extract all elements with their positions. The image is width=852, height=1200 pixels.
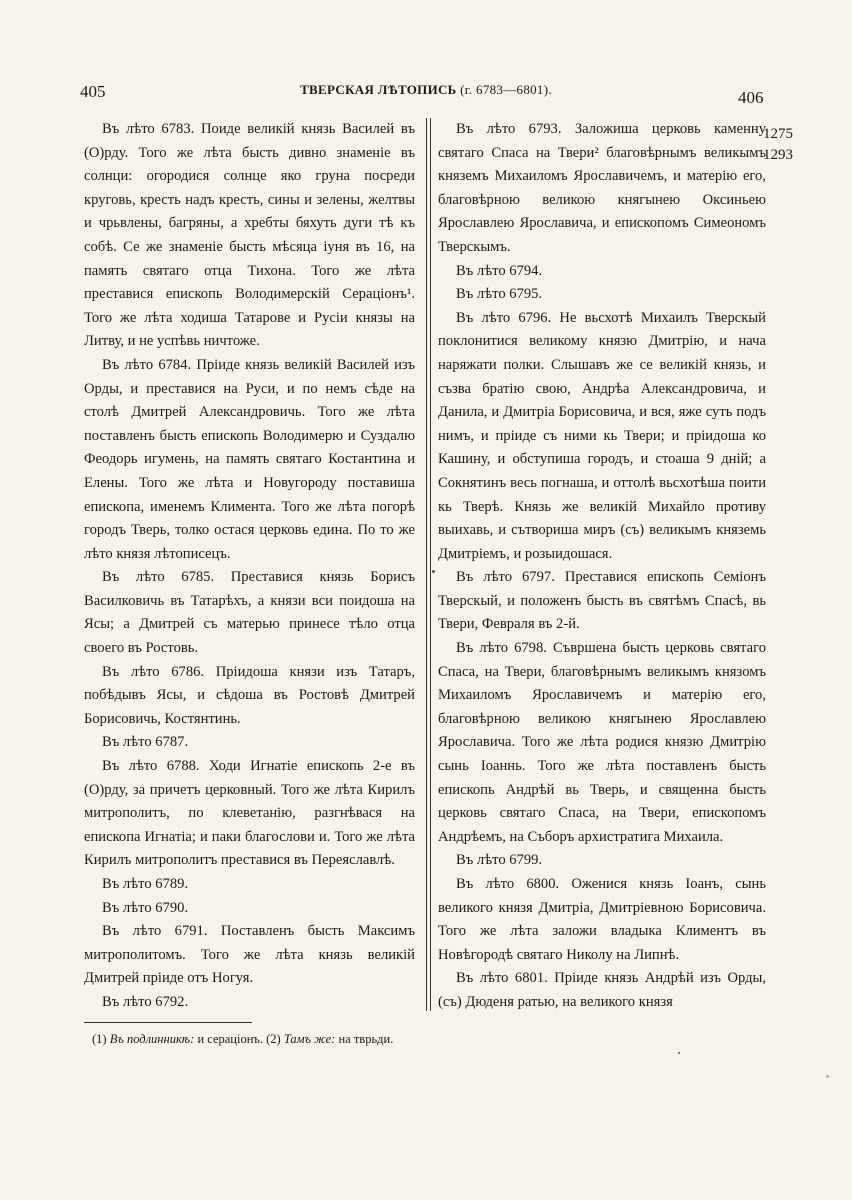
entry-6801: Въ лѣто 6801. Пріиде князь Андрѣй изъ Орды, (съ) Дюденя ратью, на великого князя	[438, 970, 766, 1010]
entry-6800: Въ лѣто 6800. Оженися князь Іоанъ, сынь великого князя Дмитріа, Дмитріевною Борисовича. Того же лѣта заложи владыка Климентъ въ Новѣгородѣ святаго Николу на Липнѣ.	[438, 876, 766, 963]
entry-6798: Въ лѣто 6798. Съвршена бысть церковь святаго Спаса, на Твери, благовѣрнымъ великымъ князомъ Михаиломъ Ярославичемъ и матерію его, благовѣрною великою княгынею Ярославлею Ярославича. Того же лѣта родися князю Дмитрію сынь Іоаннь. Того же лѣта поставленъ бысть епископь Андрѣй вь Тверь, и священна бысть церковь святаго Спаса, на Твери, епископомъ Андрѣемъ, на Съборъ архистратига Михаила.	[438, 640, 766, 845]
running-header	[0, 82, 852, 98]
footnote-2-label: Тамъ же:	[283, 1032, 336, 1046]
column-divider	[426, 118, 431, 1011]
entry-6799: Въ лѣто 6799.	[456, 852, 543, 869]
entry-6785: Въ лѣто 6785. Преставися князь Борисъ Василковичь въ Татарѣхъ, а князи вси поидоша на Ясы; а Дмитрей съ матерью принесе тѣло отца своего въ Ростовь.	[84, 569, 415, 657]
entry-6786: Въ лѣто 6786. Пріидоша князи изъ Татаръ, побѣдывъ Ясы, и сѣдоша въ Ростовѣ Дмитрей Борисовичь, Костянтинь.	[84, 663, 415, 727]
margin-year-start: 1275	[763, 126, 793, 142]
entry-6795: Въ лѣто 6795.	[456, 286, 543, 303]
ink-speck	[826, 1075, 829, 1078]
entry-6791: Въ лѣто 6791. Поставленъ бысть Максимъ митрополитомъ. Того же лѣта князь великій Дмитрей пріиде отъ Ногуя.	[84, 923, 415, 987]
entry-6792: Въ лѣто 6792.	[102, 993, 189, 1010]
footnote-2-marker: (2)	[266, 1032, 281, 1046]
year-range: (г. 6783—6801).	[460, 82, 552, 97]
footnote-1-label: Въ подлинникѣ:	[109, 1032, 195, 1046]
ink-speck	[678, 1052, 680, 1054]
entry-6790: Въ лѣто 6790.	[102, 899, 189, 916]
entry-6796: Въ лѣто 6796. Не вьсхотѣ Михаилъ Тверскый поклонитися великому князю Дмитрію, и нача наряжати полки. Слышавъ же се великій князь, и съзва братію свою, Андрѣа Александровича, и Данила, и Дмитріа Борисовича, и вся, яже суть подъ нимъ, и пріиде съ ними кь Твери; и пріидоша ко Кашину, и обступиша городъ, и стоаша 9 дній; а Сокнятинъ весь погнаша, и оттолѣ вьсхотѣша поити кь Тверѣ. Князь же великій Михайло противу выихавь, и сътвориша миръ (съ) великымъ княземь Дмитріемъ, и розыидошася.	[438, 309, 766, 562]
margin-years	[763, 124, 793, 166]
column-right	[438, 118, 766, 1015]
entry-6788: Въ лѣто 6788. Ходи Игнатіе епископь 2-е въ (О)рду, за причетъ церковный. Того же лѣта Кирилъ митрополитъ, по клеветанію, разгнѣвася на епископа Игнатіа; и паки благослови и. Того же лѣта Кирилъ митрополитъ преставися въ Переяславлѣ.	[84, 758, 415, 869]
entry-6789: Въ лѣто 6789.	[102, 876, 189, 892]
footnote-1-marker: (1)	[92, 1032, 107, 1046]
entry-6794: Въ лѣто 6794.	[456, 262, 543, 279]
entry-6783: Въ лѣто 6783. Поиде великій князь Василей въ (О)рду. Того же лѣта бысть дивно знаменіе въ солнци: огородися солнце яко груна посреди круговь, кресть надъ кресть, сины и зелены, желтвы и чрьвлены, багряны, а хребты бяхуть дуги тѣ къ собѣ. Се же знаменіе бысть мѣсяца іуня въ 16, на память святаго отца Тихона. Того же лѣта преставися епископь Володимерскій Сераціонъ¹. Того же лѣта ходиша Татарове и Русіи князы на Литву, и не успѣвь ничтоже.	[84, 121, 415, 350]
footnote-2-text: на тврьди.	[338, 1032, 394, 1046]
page-number-left: 405	[80, 82, 106, 101]
footnote-rule	[84, 1022, 252, 1023]
page-number-right: 406	[738, 88, 764, 107]
footnotes	[92, 1032, 393, 1047]
entry-6797: Въ лѣто 6797. Преставися епископь Семіонъ Тверскый, и положенъ бысть въ святѣмъ Спасѣ, вь Твери, Февраля въ 2-й.	[438, 569, 766, 633]
column-left	[84, 118, 415, 1015]
ink-speck	[432, 570, 435, 573]
footnote-1-text: и сераціонъ.	[197, 1032, 263, 1046]
entry-6787: Въ лѣто 6787.	[102, 734, 189, 751]
entry-6793: Въ лѣто 6793. Заложиша церковь каменну святаго Спаса на Твери² благовѣрнымъ великымъ княземъ Михаиломъ Ярославичемъ, и матерію его, благовѣрною великою княгынею Оксиньею Ярославлею Ярославича, и епископомъ Симеономъ Тверскымъ.	[438, 121, 766, 255]
entry-6784: Въ лѣто 6784. Пріиде князь великій Василей изъ Орды, и преставися на Руси, и по немъ сѣде на столѣ Дмитрей Александровичь. Того же лѣта поставленъ бысть епископь Володимерю и Суздалю Феодорь игумень, на память святаго Костантина и Елены. Того же лѣта и Новугороду поставиша епископа, именемъ Климента. Того же лѣта погорѣ городъ Тверь, толко остася церковь едина. По то же лѣто князя лѣтописецъ.	[84, 356, 415, 562]
margin-year-end: 1293	[763, 147, 793, 163]
chronicle-title: ТВЕРСКАЯ ЛѢТОПИСЬ	[300, 82, 457, 97]
